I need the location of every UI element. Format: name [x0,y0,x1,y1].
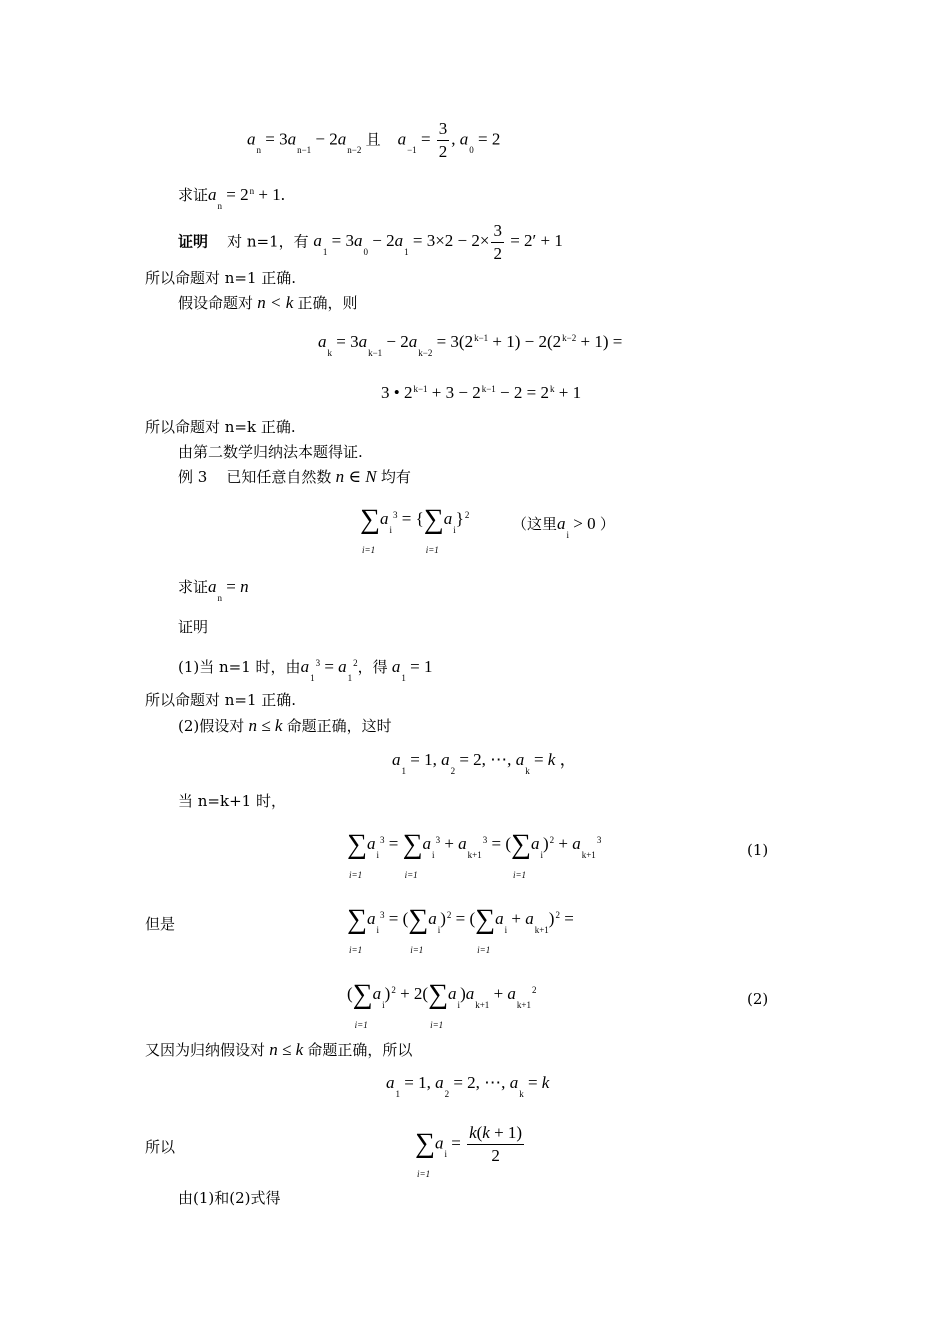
paragraph-line: 所以命题对 n=k 正确. [145,418,296,436]
paragraph-line: (2)假设对 n ≤ k 命题正确，这时 [178,716,392,735]
paragraph-line: (1)当 n=1 时，由$a_1^3 = a_1^2$，得 $a_1 = 1$ [178,657,433,683]
equation-recurrence: $a_n = 3a_{n-1} - 2a_{n-2}$ 且 $a_{-1}$ = $\frac{3}{2}$ , $a_0 = 2$ [247,119,501,161]
prove-statement: 求证$a_n = 2^n + 1$. [178,185,285,211]
paragraph-line: 所以 [145,1138,176,1156]
equation-note: （这里$a_i > 0$ ） [512,514,615,540]
equation-values: $a_1 = 1$, $a_2 = 2$, ⋯, $a_k = k$ ， [392,750,577,776]
equation-sum-formula: ∑ i=1 $a_i$ = $\frac{k(k + 1)}{2}$ [415,1123,523,1180]
equation-step: 3 • $2^{k-1} + 3 - 2^{k-1} - 2 = 2^k + 1$ [381,383,582,402]
proof-label: 证明 [178,618,209,636]
equation-expansion: ∑ i=1 $a_i^3$ = (∑ i=1 $a_i)^2$ = (∑ i=1 $a_i + a_{k+1})^2$ = [347,904,574,955]
prove-statement: 求证$a_n = n$ [178,577,249,603]
example-heading: 例 3 已知任意自然数 n ∈ N 均有 [178,467,411,486]
paragraph-line: 当 n=k+1 时， [178,792,286,810]
paragraph-line: 所以命题对 n=1 正确. [145,691,297,709]
equation-sum: ∑ i=1 $a_i^3$ = {∑ i=1 $a_i\}^2$ [360,504,470,555]
paragraph-line: 由(1)和(2)式得 [178,1189,281,1207]
equation-step: $a_k = 3a_{k-1} - 2a_{k-2} = 3(2^{k-1} + 1) - 2(2^{k-2} + 1)$ = [318,332,623,358]
equation-values: $a_1 = 1$, $a_2 = 2$, ⋯, $a_k = k$ [386,1073,550,1099]
equation-number: (2) [747,990,769,1008]
equation-number: (1) [747,841,769,859]
equation-1: ∑ i=1 $a_i^3$ = ∑ i=1 $a_i^3 + a_{k+1}^3$ = (∑ i=1 $a_i)^2 + a_{k+1}^3$ [347,829,602,880]
proof-base-case: 证明 对 n=1，有 $a_1 = 3a_0 - 2a_1 = 3\times 2 - 2\times$ $\frac{3}{2}$ = 2′ + 1 [178,221,563,263]
paragraph-line: 所以命题对 n=1 正确. [145,269,297,287]
paragraph-line: 但是 [145,915,176,933]
paragraph-line: 又因为归纳假设对 n ≤ k 命题正确，所以 [145,1040,413,1059]
equation-2: (∑ i=1 $a_i)^2 + 2(\sum$ i=1 $a_i)a_{k+1} + a_{k+1}^2$ [347,979,537,1030]
paragraph-line: 假设命题对 n < k 正确，则 [178,293,358,312]
paragraph-line: 由第二数学归纳法本题得证. [178,443,363,461]
